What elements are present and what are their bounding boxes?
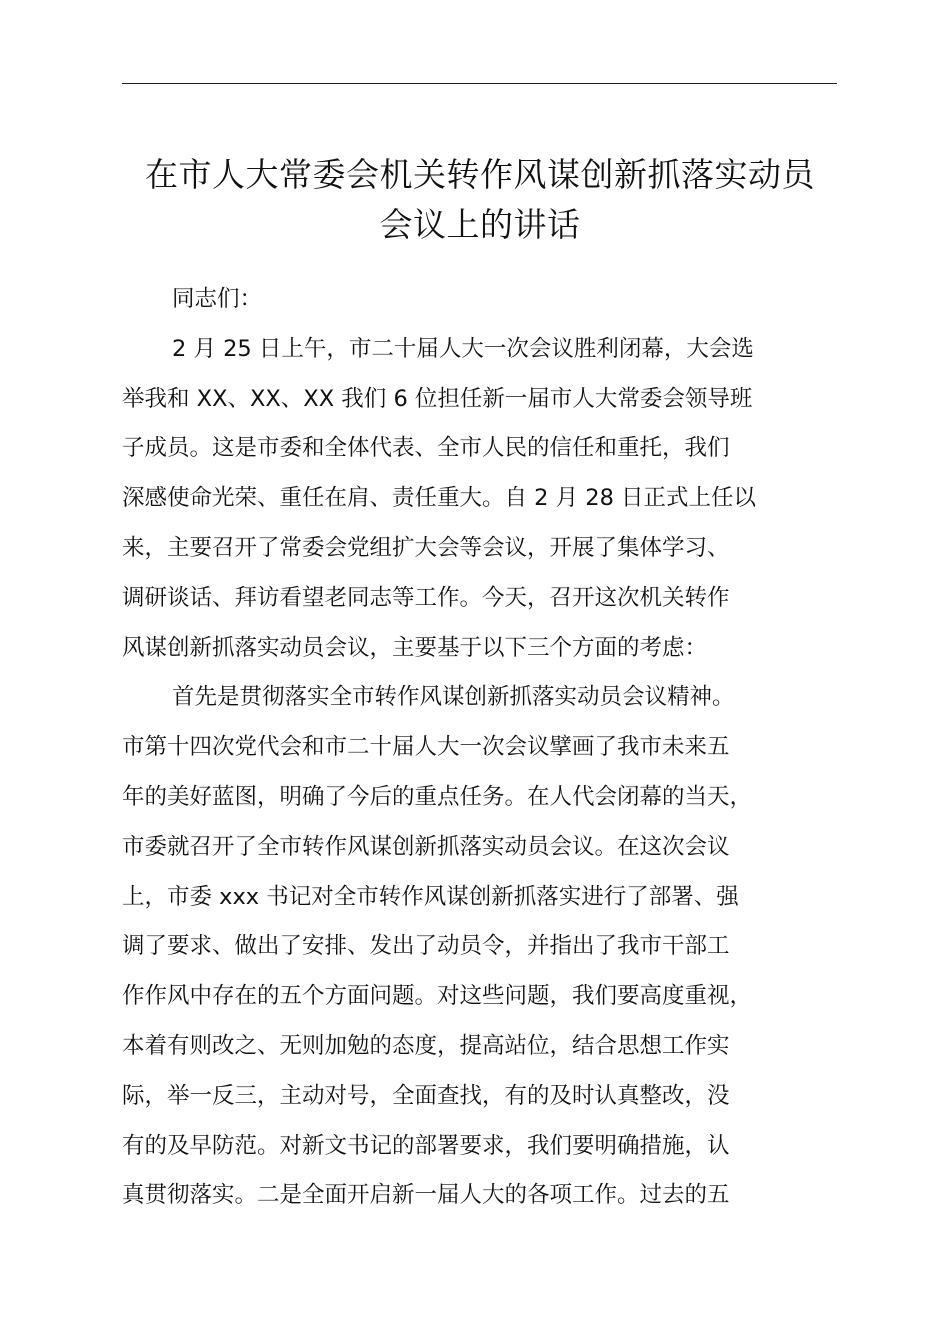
body-line: 真贯彻落实。二是全面开启新一届人大的各项工作。过去的五 [122,1182,730,1209]
body-line: 作作风中存在的五个方面问题。对这些问题，我们要高度重视， [122,983,753,1010]
body-line: 来，主要召开了常委会党组扩大会等会议，开展了集体学习、 [122,534,730,561]
header-rule [122,83,837,84]
body-line: 子成员。这是市委和全体代表、全市人民的信任和重托，我们 [122,435,730,462]
body-line: 调研谈话、拜访看望老同志等工作。今天，召开这次机关转作 [122,584,730,611]
body-line: 本着有则改之、无则加勉的态度，提高站位，结合思想工作实 [122,1032,730,1059]
body-line: 有的及早防范。对新文书记的部署要求，我们要明确措施，认 [122,1132,730,1159]
body-line: 际，举一反三，主动对号，全面查找，有的及时认真整改，没 [122,1082,730,1109]
body-line: 举我和 XX、XX、XX 我们 6 位担任新一届市人大常委会领导班 [122,385,753,412]
body-line: 上，市委 xxx 书记对全市转作风谋创新抓落实进行了部署、强 [122,883,739,910]
document-title [110,150,850,250]
body-line: 调了要求、做出了安排、发出了动员令，并指出了我市干部工 [122,933,730,960]
body-line: 深感使命光荣、重任在肩、责任重大。自 2 月 28 日正式上任以 [122,485,757,512]
body-line: 风谋创新抓落实动员会议，主要基于以下三个方面的考虑： [122,634,708,661]
body-line: 市第十四次党代会和市二十届人大一次会议擘画了我市未来五 [122,734,730,761]
body-line: 年的美好蓝图，明确了今后的重点任务。在人代会闭幕的当天， [122,783,753,810]
body-line: 首先是贯彻落实全市转作风谋创新抓落实动员会议精神。 [172,684,735,711]
title-line: 在市人大常委会机关转作风谋创新抓落实动员 [145,155,815,194]
document-body [122,275,842,1221]
body-line: 2 月 25 日上午，市二十届人大一次会议胜利闭幕，大会选 [172,335,754,362]
title-line: 会议上的讲话 [379,205,581,244]
salutation: 同志们： [172,286,263,312]
body-line: 市委就召开了全市转作风谋创新抓落实动员会议。在这次会议 [122,833,730,860]
